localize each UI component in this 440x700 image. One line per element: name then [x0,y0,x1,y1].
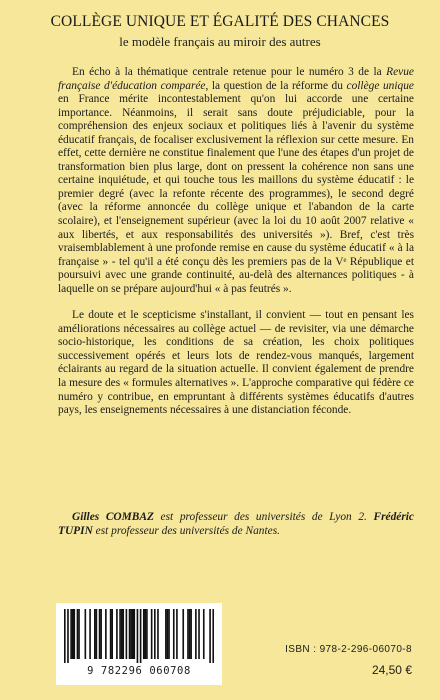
barcode-bar [94,609,96,659]
barcode-bar [168,609,170,659]
barcode-bar [122,609,124,659]
barcode-bar [110,609,112,659]
text-run: est professeur des universités de Nantes. [92,524,280,537]
barcode-bar [132,609,134,659]
barcode-bar [121,609,123,659]
barcode-bar [126,609,128,659]
barcode-bars [64,609,214,663]
barcode-bar [145,609,147,659]
barcode-bar [77,609,79,659]
barcode-bar [73,609,75,659]
barcode-bar [67,609,69,663]
barcode-bar [187,609,189,659]
barcode-bar [157,609,159,659]
barcode-bar [99,609,101,659]
text-run: est professeur des universités de Lyon 2. [153,511,374,523]
barcode-bar [189,609,191,659]
barcode-bar [96,609,98,659]
text-run: Gilles COMBAZ [72,511,154,523]
blurb-paragraph-2 [58,309,414,417]
book-subtitle: le modèle français au miroir des autres [119,34,321,49]
text-run: collège unique [346,79,414,92]
barcode-bar [85,609,87,659]
barcode-bar [146,609,148,659]
text-run: en France mérite incontestablement qu'on lui accorde une certaine importance. Néanmoins, il serait sans doute préjudiciable, pour la compréhension des enjeux sociaux et politiques liés à l'avenir du système éducatif français, de focaliser exclusivement la réflexion sur cette mesure. En effet, cette dernière ne constitue finalement que l'une des étapes d'un projet de transformation bien plus large, dont on pressent la cohérence non sans une certaine inquiétude, et qui touche tous les maillons du système éducatif : le premier degré (avec la refonte récente des programmes), le second degré (avec la réforme annoncée du collège unique et l'abandon de la carte scolaire), et l'enseignement supérieur (avec la loi du 10 août 2007 relative « aux libertés, et aux responsabilités des universités »). Bref, c'est très vraisemblablement à une profonde remise en cause du système éducatif « à la française » - tel qu'il a été conçu dès les premiers pas de la Vᵉ République et poursuivi avec une grande continuité, au-delà des alternances politiques - à laquelle on se prépare aujourd'hui « à pas feutrés ». [58,93,414,295]
book-title: COLLÈGE UNIQUE ET ÉGALITÉ DES CHANCES [50,13,390,30]
barcode-bar [198,609,200,659]
blurb-paragraph-1 [58,66,414,296]
barcode-bar [105,609,107,659]
barcode-bar [190,609,192,659]
price-label: 24,50 € [371,663,412,677]
barcode-bar [165,609,167,659]
barcode-bar [137,609,139,663]
barcode-bar [151,609,153,659]
barcode-bar [89,609,91,659]
barcode-bar [154,609,156,659]
author-bio [58,511,414,538]
barcode-bar [167,609,169,659]
barcode-bar [173,609,175,659]
barcode-bar [209,609,211,663]
text-run: Revue française d'éducation comparée [58,66,414,92]
barcode-bar [78,609,80,659]
barcode-bar [72,609,74,659]
barcode-bar [70,609,72,659]
text-run: Frédéric TUPIN [58,511,414,537]
barcode-bar [143,609,145,659]
barcode-bar [195,609,197,659]
barcode-bar [140,609,142,663]
barcode-bar [203,609,205,659]
barcode-bar [116,609,118,659]
ean-barcode [56,603,222,685]
text-run: Le doute et le scepticisme s'installant, il convient — tout en pensant les améliorations nécessaires au collège actuel — de revisiter, via une démarche socio-historique, les conditions de sa création, les choix politiques successivement opérés et leurs lots de rendez-vous manqués, largement éclairants au regard de la situation actuelle. Il convient également de prendre la mesure des « formules alternatives ». L'approche comparative qui fédère ce numéro y contribue, en empruntant à différents systèmes éducatifs d'autres pays, les enseignements nécessaires à une distanciation féconde. [58,309,414,417]
barcode-bar [133,609,135,659]
barcode-bar [64,609,66,663]
barcode-bar [119,609,121,659]
text-run: En écho à la thématique centrale retenue pour le numéro 3 de la [72,66,387,78]
barcode-bar [212,609,214,663]
barcode-digits: 9 782296 060708 [87,665,191,677]
barcode-bar [129,609,131,659]
barcode-bar [100,609,102,659]
barcode-bar [111,609,113,659]
barcode-bar [176,609,178,659]
text-run: , la question de la réforme du [205,79,347,92]
barcode-bar [182,609,184,659]
blurb-text [58,66,414,431]
isbn-number: ISBN : 978-2-296-06070-8 [285,644,412,655]
barcode-bar [130,609,132,659]
